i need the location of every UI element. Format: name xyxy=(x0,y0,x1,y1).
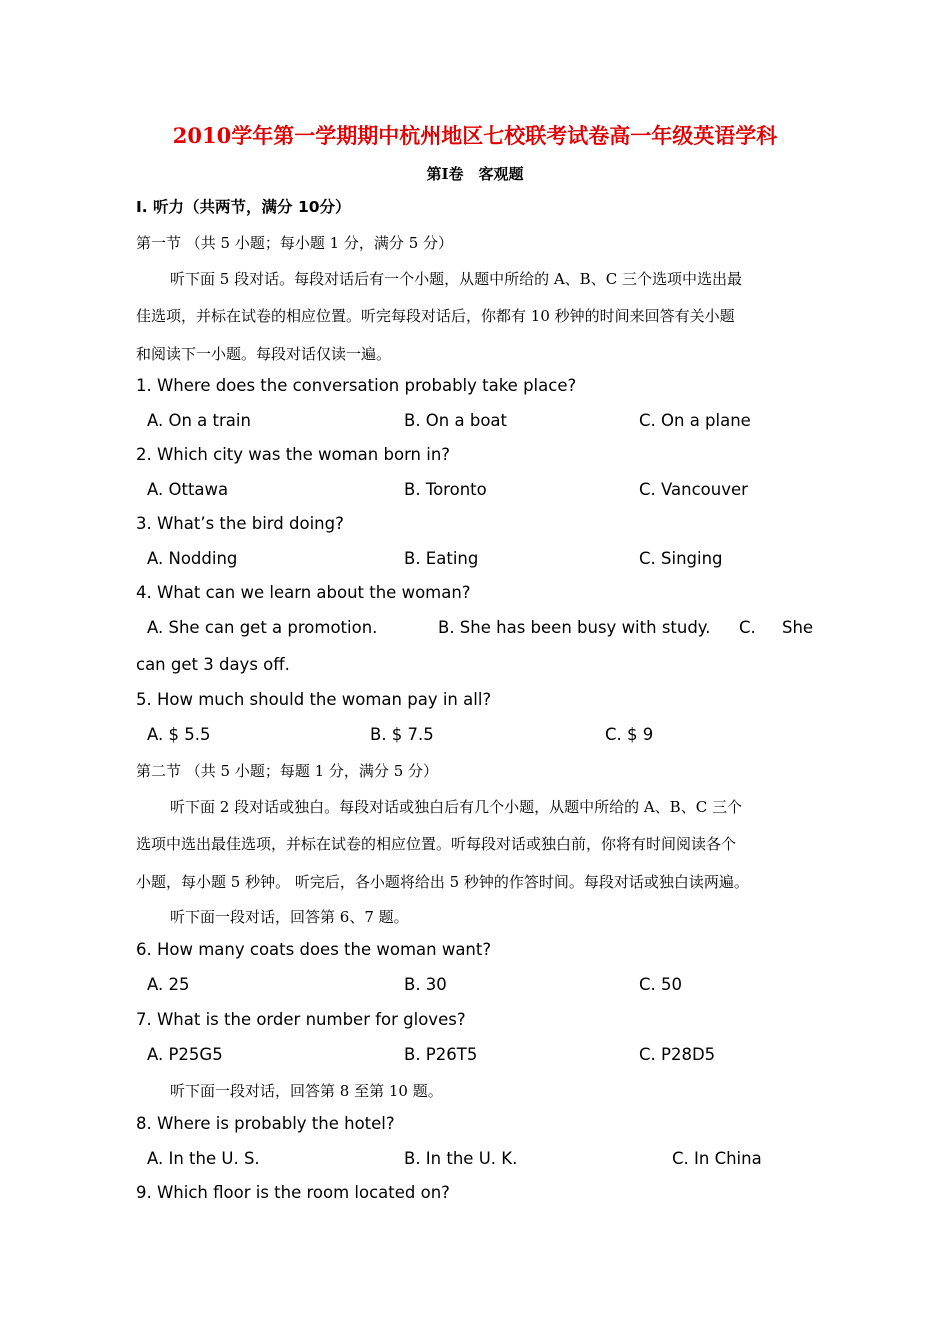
question-7: 7. What is the order number for gloves? xyxy=(136,1010,466,1029)
part2-note: 听下面一段对话，回答第 6、7 题。 xyxy=(170,908,409,926)
option-a: A. $ 5.5 xyxy=(147,725,211,744)
part1-heading: 第一节 （共 5 小题；每小题 1 分，满分 5 分） xyxy=(136,234,454,252)
option-c: C. On a plane xyxy=(639,411,751,430)
question-6: 6. How many coats does the woman want? xyxy=(136,940,492,959)
part2-instruction-line: 小题，每小题 5 秒钟。 听完后，各小题将给出 5 秒钟的作答时间。每段对话或独白读两遍。 xyxy=(136,873,749,891)
option-c: C. P28D5 xyxy=(639,1045,716,1064)
question-1: 1. Where does the conversation probably take place? xyxy=(136,376,577,395)
question-9: 9. Which floor is the room located on? xyxy=(136,1183,450,1202)
part2-note: 听下面一段对话，回答第 8 至第 10 题。 xyxy=(170,1082,443,1100)
section-heading: I. 听力（共两节，满分 10分） xyxy=(136,198,351,216)
option-a: A. In the U. S. xyxy=(147,1149,260,1168)
option-a: A. She can get a promotion. xyxy=(147,618,378,637)
part1-instruction-line: 听下面 5 段对话。每段对话后有一个小题，从题中所给的 A、B、C 三个选项中选出最 xyxy=(170,270,742,288)
question-8: 8. Where is probably the hotel? xyxy=(136,1114,395,1133)
option-b: B. Toronto xyxy=(404,480,487,499)
part2-instruction-line: 选项中选出最佳选项，并标在试卷的相应位置。听每段对话或独白前，你将有时间阅读各个 xyxy=(136,835,737,853)
option-b: B. In the U. K. xyxy=(404,1149,518,1168)
part1-instruction-line: 佳选项，并标在试卷的相应位置。听完每段对话后，你都有 10 秒钟的时间来回答有关小题 xyxy=(136,307,735,325)
option-c-continuation: can get 3 days off. xyxy=(136,655,290,674)
paper-subtitle: 第Ⅰ卷 客观题 xyxy=(426,165,524,183)
option-a: A. P25G5 xyxy=(147,1045,223,1064)
option-b: B. Eating xyxy=(404,549,479,568)
exam-title: 2010学年第一学期期中杭州地区七校联考试卷高一年级英语学科 xyxy=(172,123,778,148)
option-c: C. Singing xyxy=(639,549,723,568)
option-c: C. $ 9 xyxy=(605,725,654,744)
option-b: B. 30 xyxy=(404,975,447,994)
question-4: 4. What can we learn about the woman? xyxy=(136,583,471,602)
option-c: C. In China xyxy=(672,1149,762,1168)
option-c: C. xyxy=(739,618,756,637)
option-a: A. 25 xyxy=(147,975,190,994)
option-c: C. 50 xyxy=(639,975,683,994)
part2-heading: 第二节 （共 5 小题；每题 1 分，满分 5 分） xyxy=(136,762,439,780)
option-a: A. On a train xyxy=(147,411,251,430)
option-a: A. Ottawa xyxy=(147,480,229,499)
option-b: B. $ 7.5 xyxy=(370,725,434,744)
question-5: 5. How much should the woman pay in all? xyxy=(136,690,492,709)
option-c: C. Vancouver xyxy=(639,480,748,499)
option-b: B. On a boat xyxy=(404,411,508,430)
question-3: 3. What’s the bird doing? xyxy=(136,514,344,533)
part2-instruction-line: 听下面 2 段对话或独白。每段对话或独白后有几个小题，从题中所给的 A、B、C 三个 xyxy=(170,798,742,816)
option-a: A. Nodding xyxy=(147,549,238,568)
option-b: B. P26T5 xyxy=(404,1045,478,1064)
option-c-text: She xyxy=(782,618,814,637)
part1-instruction-line: 和阅读下一小题。每段对话仅读一遍。 xyxy=(136,345,392,363)
question-2: 2. Which city was the woman born in? xyxy=(136,445,451,464)
option-b: B. She has been busy with study. xyxy=(438,618,711,637)
